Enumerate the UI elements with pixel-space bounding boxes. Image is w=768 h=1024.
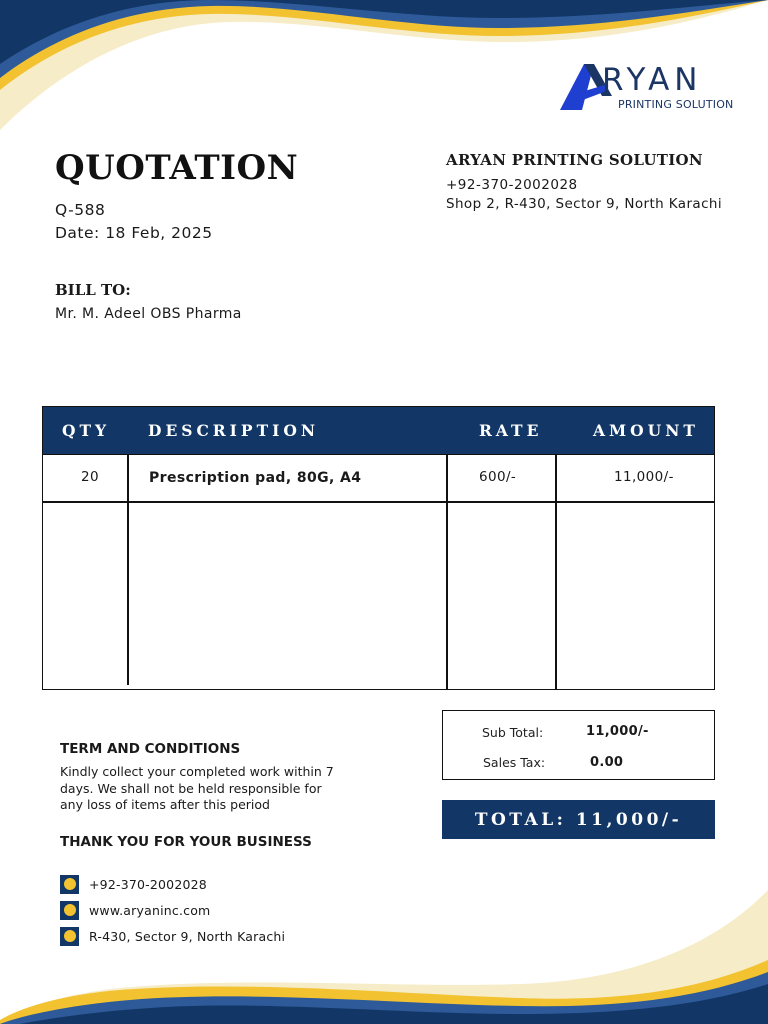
header-qty: QTY [62, 421, 111, 440]
location-icon [60, 927, 79, 946]
logo-wordmark: RYAN [602, 62, 703, 98]
header-rate: RATE [479, 421, 543, 440]
contact-phone-text: +92-370-2002028 [89, 876, 207, 892]
contact-website-row [60, 900, 210, 920]
contact-website-text[interactable]: www.aryaninc.com [89, 902, 211, 918]
sales-tax-label: Sales Tax: [483, 755, 546, 770]
header-description: DESCRIPTION [148, 421, 320, 440]
company-address: Shop 2, R-430, Sector 9, North Karachi [446, 196, 723, 212]
document-title: QUOTATION [55, 148, 299, 188]
contact-phone-row [60, 874, 207, 894]
sales-tax-value: 0.00 [590, 755, 624, 770]
grand-total-bar: TOTAL: 11,000/- [442, 800, 715, 839]
company-phone: +92-370-2002028 [446, 177, 578, 193]
items-table-header [43, 407, 714, 455]
row-amount: 11,000/- [614, 469, 674, 485]
column-divider [127, 454, 129, 685]
contact-address-row [60, 926, 285, 946]
contact-address-text: R-430, Sector 9, North Karachi [89, 928, 286, 944]
company-name: ARYAN PRINTING SOLUTION [446, 151, 703, 169]
bill-to-heading: BILL TO: [55, 281, 131, 299]
header-amount: AMOUNT [593, 421, 699, 440]
bill-to-name: Mr. M. Adeel OBS Pharma [55, 306, 242, 322]
thank-you-message: THANK YOU FOR YOUR BUSINESS [60, 834, 312, 850]
subtotal-label: Sub Total: [482, 725, 544, 740]
column-divider [446, 454, 448, 689]
logo-subtitle: PRINTING SOLUTION [618, 98, 734, 111]
quotation-date: Date: 18 Feb, 2025 [55, 224, 213, 242]
company-logo [560, 60, 750, 120]
subtotal-box [442, 710, 715, 780]
row-divider [43, 501, 714, 503]
phone-icon [60, 875, 79, 894]
items-table [42, 406, 715, 690]
row-description: Prescription pad, 80G, A4 [149, 470, 362, 486]
row-qty: 20 [81, 469, 99, 485]
quotation-number: Q-588 [55, 201, 106, 219]
terms-heading: TERM AND CONDITIONS [60, 741, 241, 757]
subtotal-value: 11,000/- [586, 724, 649, 739]
globe-icon [60, 901, 79, 920]
terms-text: Kindly collect your completed work within 7 days. We shall not be held responsible for any loss of items after this period [60, 764, 334, 812]
row-rate: 600/- [479, 469, 517, 485]
column-divider [555, 454, 557, 689]
